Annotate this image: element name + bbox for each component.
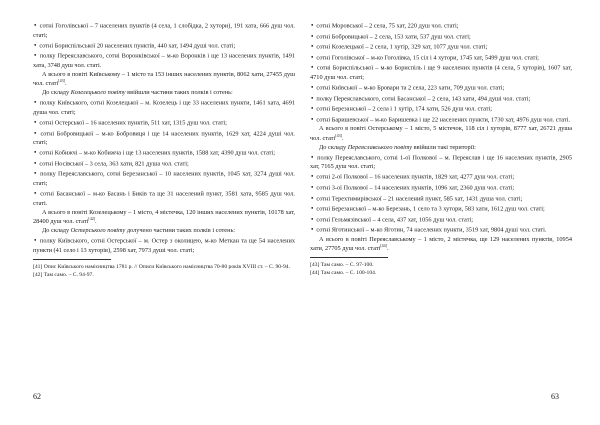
right-page-body [310, 20, 572, 278]
footnote-rule [310, 257, 388, 258]
district-name: Козелецького повіту [70, 89, 126, 97]
paragraph-tail: . [64, 80, 67, 88]
bullet-item: ● сотні Козелецької – 2 села, 1 хутір, 329 хат, 1077 душ чол. статі; [310, 41, 572, 52]
paragraph-text: А всього в повіті Переяславському – 1 місто, 2 містечка, ще 129 населених пунктів, 10954 хати, 27705 душ чол. статі [310, 235, 572, 253]
right-footnotes [310, 261, 572, 277]
bullet-item: ● сотні Гоголівської – 7 населених пунктів (4 села, 1 слобідка, 2 хутори), 191 хата, 666 душ чол. статі; [33, 20, 295, 40]
paragraph [310, 143, 572, 152]
bullet-item: ● полку Переяславського, сотні Воронківської – м-ко Воронків і ще 13 населених пунктів, 1491 хата, 3748 душ чол. статі. [33, 50, 295, 70]
bullet-item: ● сотні Яготинської – м-ко Яготин, 74 населених пункти, 3519 хат, 9804 душі чол. статі. [310, 224, 572, 235]
bullet-item: ● сотні Моровської – 2 села, 75 хат, 220 душ чол. статі; [310, 20, 572, 31]
left-page-body [33, 20, 295, 279]
bullet-item: ● сотні Остерської – 16 населених пунктів, 511 хат, 1315 душ чол. статі; [33, 117, 295, 128]
paragraph-text: А всього в повіті Остерському – 1 місто, 5 містечок, 118 сіл і хуторів, 8777 хат, 26721 душа чол. статі [310, 125, 572, 142]
bullet-item: ● полку Київського, сотні Остерської – м. Остер з околицею, м-ко Меткан та ще 54 населених пункти (41 село і 13 хуторів), 2598 хат, 7973 душі чол. статі; [33, 235, 295, 255]
paragraph-text: До складу [42, 226, 71, 234]
paragraph [33, 70, 295, 88]
paragraph-text: ввійшли такі території: [412, 143, 476, 151]
paragraph-text: ввійшли частини таких полків і сотень: [125, 89, 233, 97]
bullet-item: ● сотні Баришевської – м-ко Баришевка і ще 22 населених пункти, 1730 хат, 4976 душ чол. статі. [310, 114, 572, 125]
paragraph [33, 88, 295, 97]
footnote: [43] Там само. – С. 97-100. [310, 262, 374, 269]
bullet-item: ● сотні Бориспільської 20 населених пунктів, 440 хат, 1494 душі чол. статі; [33, 40, 295, 51]
footnote-ref: [44] [380, 243, 388, 249]
bullet-item: ● сотні Гельмязівської – 4 села, 437 хат, 1056 душ чол. статі; [310, 214, 572, 225]
page-number-left: 62 [33, 392, 41, 401]
paragraph-tail: . [95, 217, 97, 225]
bullet-item: ● сотні Бобровицької – м-ко Бобровиця і ще 14 населених пунктів, 1629 хат, 4224 душі чол. статі; [33, 128, 295, 148]
bullet-item: ● сотні Басанської – м-ко Басань і Биків та ще 31 населений пункт, 3581 хата, 9585 душ чол. статі. [33, 188, 295, 208]
bullet-item: ● сотні Терехтимирівської – 21 населений пункт, 585 хат, 1431 душа чол. статі; [310, 193, 572, 204]
paragraph [310, 124, 572, 142]
bullet-item: ● полку Київського, сотні Козелецької – м. Козелець і ще 33 населених пункти, 1461 хата, 4691 душа чол. статі; [33, 97, 295, 117]
bullet-item: ● сотні Носівської – 3 села, 363 хати, 821 душа чол. статі; [33, 158, 295, 169]
paragraph-text: До складу [319, 143, 348, 151]
footnote: [41] Опис Київського намісництва 1781 р. // Описи Київського намісництва 70-80 років XVIII ст. – С. 90-94. [33, 263, 290, 270]
bullet-item: ● сотні Березанської – м-ко Березань, 1 село та 3 хутори, 583 хати, 1612 душ чол. статі; [310, 203, 572, 214]
bullet-item: ● сотні Березанської – 2 села і 1 хутір, 174 хати, 526 душ чол. статі; [310, 103, 572, 114]
footnote-ref: [42] [88, 215, 96, 221]
paragraph [33, 208, 295, 226]
footnote-rule [33, 259, 111, 260]
left-footnotes [33, 263, 295, 279]
district-name: Остерського повіту [70, 226, 126, 234]
bullet-item: ● полку Переяславського, сотні 1-ої Полкової – м. Переяслав і ще 16 населених пунктів, 2905 хат, 7165 душ чол. статі; [310, 152, 572, 172]
paragraph-tail: . [387, 245, 389, 253]
bullet-item: ● сотні Бобровицької – 2 села, 153 хати, 537 душ чол. статі; [310, 31, 572, 42]
bullet-item: ● сотні 3-ої Полкової – 14 населених пунктів, 1096 хат, 2360 душ чол. статі; [310, 182, 572, 193]
paragraph-text: А всього в повіті Київському – 1 місто та 153 інших населених пунктів, 8062 хати, 27455 душ чол. статі [33, 70, 295, 88]
footnote: [42] Там само. – С. 94-97. [33, 271, 94, 278]
paragraph [310, 235, 572, 253]
left-page-text [33, 20, 295, 255]
footnote: [44] Там само. – С. 100-104. [310, 270, 377, 277]
paragraph-tail: . [341, 134, 344, 142]
page-number-right: 63 [551, 392, 559, 401]
bullet-item: ● сотні Гоголівської – м-ко Гоголівка, 15 сіл і 4 хутори, 1745 хат, 5499 душ чол. статі; [310, 52, 572, 63]
bullet-item: ● полку Переяславського, сотні Басанської – 2 села, 143 хати, 494 душі чол. статі; [310, 93, 572, 104]
bullet-item: ● полку Переяславського, сотні Березанської – 10 населених пунктів, 1045 хат, 3274 душі чол. статі; [33, 168, 295, 188]
bullet-item: ● сотні 2-ої Полкової – 16 населених пунктів, 1829 хат, 4277 душ чол. статі; [310, 171, 572, 182]
bullet-item: ● сотні Кобижчі – м-ко Кобижча і ще 13 населених пунктів, 1588 хат, 4390 душ чол. статі; [33, 147, 295, 158]
footnote-ref: [43] [58, 78, 65, 84]
bullet-item: ● сотні Бориспільської – м-ко Бориспіль і ще 9 населених пунктів (4 села, 5 хуторів), 1607 хат, 4710 душ чол. статі; [310, 62, 572, 82]
bullet-item: ● сотні Київської – м-ко Бровари та 2 села, 223 хати, 709 душ чол. статі; [310, 82, 572, 93]
paragraph-text: А всього в повіті Козелецькому – 1 місто, 4 містечка, 120 інших населених пунктів, 10178 хат, 28400 душ чол. статі [33, 208, 295, 225]
paragraph-text: До складу [42, 89, 71, 97]
paragraph-text: долучено частини таких полків і сотень: [125, 226, 236, 234]
paragraph [33, 226, 295, 235]
right-page-text [310, 20, 572, 253]
district-name: Переяславського повіту [347, 143, 413, 151]
footnote-ref: [43] [335, 132, 342, 138]
